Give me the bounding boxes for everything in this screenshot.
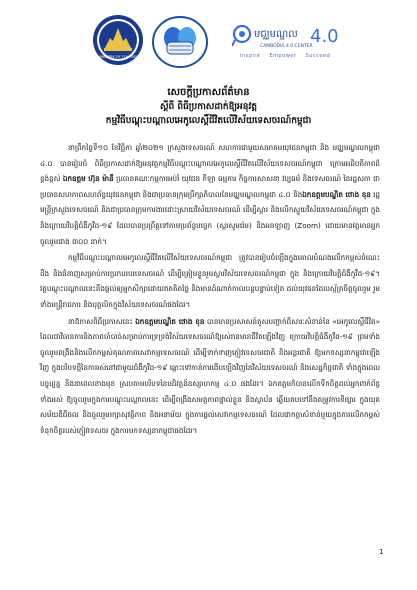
paragraph-3-rest: បានមានប្រសាសន៍គូសបញ្ជាក់ពីសារៈសំខាន់នៃ «អេកូលេស្តិ៍ជីវិត» ដែលជាវិធានការនិងភាពចាំបាច់សម្រាប់ការទ្រទ្រង់វិស័យទេសចរណ៍ឱ្យរស់រានមានជីវិតឡើងវិញ ក្រោយវិបត្តិជំងឺកូវីដ-១៩ ព្រមទាំងចូលរួមពង្រឹងនិងលើកកម្ពស់គុណភាពសេវាកម្មទេសចរណ៍ ដើម្បីទាក់ទាញភ្ញៀវទេសចរជាតិ និងអន្តរជាតិ ឱ្យមកទស្សនាកម្ពុជាឡើងវិញ ក្នុងបរិបទថ្មីនៃការរស់នៅជាមួយជំងឺកូវីដ-១៩ ឆ្ពោះទៅកាន់ការងើបឡើងវិញនៃវិស័យទេសចរណ៍ និងសេដ្ឋកិច្ចជាតិ ទាំងក្នុងពេលបច្ចុប្បន្ន និងនាពេលខាងមុខ ស្របតាមបរិបទនៃបដិវត្តន៍ឧស្សាហកម្ម ៤.០ ផងដែរ។ ឯកឧត្តមក៏បានលើកទឹកចិត្តដល់អ្នកពាក់ព័ន្ធទាំងអស់ ឱ្យចូលរួមក្នុងការបណ្តុះបណ្តាលនេះ ដើម្បីពង្រឹងសមត្ថភាពផ្ទាល់ខ្លួន និងស្ថាប័ន ឆ្លើយតបទៅនឹងតម្រូវការទីផ្សារ ក្នុងយុគសម័យឌីជីថល និងចូលរួមរក្សាសុវត្ថិភាព និងអនាម័យ ក្នុងការផ្តល់សេវាកម្មទេសចរណ៍ ដែលជាកត្តាសំខាន់មួយក្នុងការលើកកម្ពស់ទំនុកចិត្តរបស់ភ្ញៀវទេសចរ ក្នុងការមកទស្សនាកម្ពុជាផងដែរ។ <box>40 316 380 435</box>
press-release-title <box>0 86 417 128</box>
title-line-2: ស្តីពី ពិធីប្រកាសដាក់ឱ្យអនុវត្ត <box>159 102 258 112</box>
title-line-3: កម្មវិធីបណ្តុះបណ្តាលអេកូលេស្តិ៍ជីវិតលើវិស័យទេសចរណ៍កម្ពុជា <box>105 116 312 126</box>
cambodia-40-center-logo <box>232 20 344 66</box>
paragraph-1 <box>40 140 380 249</box>
ministry-of-tourism-logo <box>92 14 144 66</box>
svg-text:MINISTRY OF TOURISM: MINISTRY OF TOURISM <box>97 55 139 59</box>
svg-text:មជ្ឈមណ្ឌល: មជ្ឈមណ្ឌល <box>254 29 298 40</box>
cambodia-40-mark <box>232 20 344 50</box>
paragraph-1-middle: ប្រធានគណៈកម្មការអប់រំ យុវជន កីឡា ធម្មការ កិច្ចការសាសនា វប្បធម៌ និងទេសចរណ៍ នៃរដ្ឋសភា ជាប្រធានសហភាពសហព័ន្ធយុវជនកម្ពុជា និងជាប្រធានក្រុមប្រឹក្សាភិបាលនៃមជ្ឈមណ្ឌលកម្ពុជា ៤.០ និង <box>40 174 380 199</box>
paragraph-1-intro: នាព្រឹកថ្ងៃទី១០ ខែវិច្ឆិកា ឆ្នាំ២០២១ ក្រសួងទេសចរណ៍ សហការជាមួយសមាគមយុវជនកម្ពុជា និង មជ្ឈមណ្ឌលកម្ពុជា ៤.០ បានរៀបចំ ពិធីប្រកាសដាក់ឱ្យអនុវត្តកម្មវិធីបណ្តុះបណ្តាលអេកូលេស្តិ៍ជីវិតលើវិស័យទេសចរណ៍កម្ពុជា ក្រោមអធិបតីភាពដ៏ខ្ពង់ខ្ពស់ <box>40 143 380 184</box>
paragraph-3-bold-name: ឯកឧត្តមបណ្ឌិត ថោង ខុន <box>135 316 205 326</box>
paragraph-1-bold-name-1: ឯកឧត្តម ហ៊ុន ម៉ានី <box>62 174 114 184</box>
svg-text:4.0: 4.0 <box>310 26 339 47</box>
page-number: 1 <box>379 548 384 556</box>
svg-text:CAMBODIA 4.0 CENTER: CAMBODIA 4.0 CENTER <box>260 44 313 49</box>
paragraph-3-intro: នាឱកាសពិធីប្រកាសនេះ <box>68 316 136 326</box>
paragraph-2: កម្មវិធីបណ្តុះបណ្តាលអេកូលេស្តិ៍ជីវិតលើវិស័យទេសចរណ៍កម្ពុជា ត្រូវបានរៀបចំឡើងក្នុងគោលបំណងលើកកម្ពស់ចំណេះដឹង និងជំនាញសម្រាប់ការប្រកបរបរទេសចរណ៍ ដើម្បីត្រៀមខ្លួនរួមស្តារវិស័យទេសចរណ៍កម្ពុជា ក្នុង និងក្រោយវិបត្តិជំងឺកូវីដ-១៩។ វគ្គបណ្តុះបណ្តាលនេះនឹងផ្តល់ឲ្យអ្នកសិក្សាដោយឥតគិតថ្លៃ និងមានដំណាក់កាលបន្តបន្ទាប់ទៀត ដល់យុវជនដែលស្ម័គ្រចិត្តចូលរួម រួមទាំងមន្ត្រីរាជការ និងបុគ្គលិកក្នុងវិស័យទេសចរណ៍ផងដែរ។ <box>40 253 380 309</box>
tagline-empower: Empower <box>269 53 297 59</box>
paragraph-1-bold-name-2: ឯកឧត្តមបណ្ឌិត ថោង ខុន <box>302 189 371 199</box>
title-line-1: សេចក្តីប្រកាសព័ត៌មាន <box>167 87 250 98</box>
tagline-inspire: Inspire <box>240 53 261 59</box>
header-logos <box>0 14 417 74</box>
paragraph-1-rest: រដ្ឋមន្ត្រីក្រសួងទេសចរណ៍ និងជាប្រធានក្រុមការងារដោះស្រាយវិស័យទេសចរណ៍ ដើម្បីស្តារ និងលើកស្ទួយវិស័យទេសចរណ៍កម្ពុជា ក្នុង និងក្រោយវិបត្តិជំងឺកូវីដ-១៩ ដែលបានប្រព្រឹត្តទៅតាមប្រព័ន្ធបច្ចេក (ស្គរសូមរ៉េម) និងអនឡាញ (Zoom) ដោយមានវត្តមានអ្នកចូលរួមជាង ៣០០ នាក់។ <box>40 189 380 246</box>
mask-logo <box>151 16 209 68</box>
cambodia-40-tagline <box>240 53 337 59</box>
tagline-succeed: Succeed <box>305 53 331 59</box>
document-body <box>40 140 380 439</box>
paragraph-3 <box>40 314 380 439</box>
